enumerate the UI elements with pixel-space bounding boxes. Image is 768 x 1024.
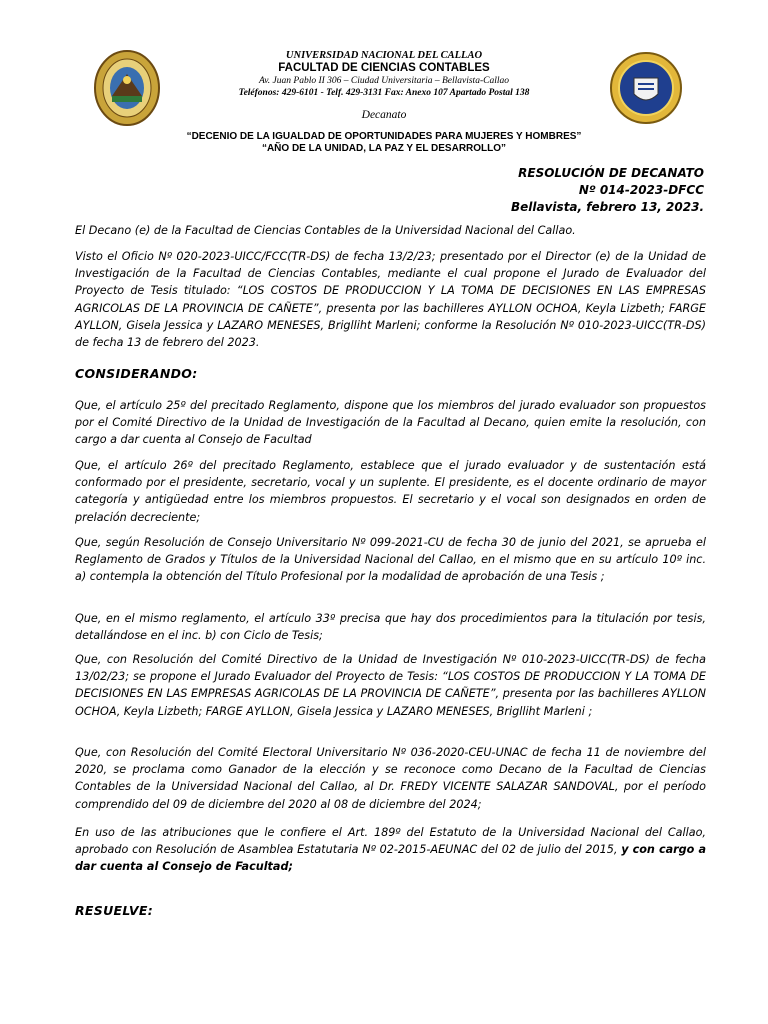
resolution-place-date: Bellavista, febrero 13, 2023. [511,200,704,214]
faculty-name: FACULTAD DE CIENCIAS CONTABLES [278,62,490,74]
resolution-block [511,165,704,216]
considerando-2: Que, el artículo 26º del precitado Reglamento, establece que el jurado evaluador y de sustentación está conformado por el presidente, secretario, vocal y un suplente. El presidente, es el docente ordinario de mayor categoría y antigüedad entre los miembros propuestos. El secretario y el vocal son designados en orden de prelación decreciente; [75,459,706,524]
office-name: Decanato [361,109,407,121]
resuelve-heading: RESUELVE: [75,903,154,918]
letterhead [0,0,768,160]
phones: Teléfonos: 429-6101 - Telf. 429-3131 Fax: Anexo 107 Apartado Postal 138 [238,88,530,98]
intro-paragraph: El Decano (e) de la Facultad de Ciencias Contables de la Universidad Nacional del Callao. [75,224,576,237]
year-motto: “AÑO DE LA UNIDAD, LA PAZ Y EL DESARROLLO” [261,143,507,154]
resolution-number: Nº 014-2023-DFCC [578,183,704,197]
attributions-bold: y con cargo a dar cuenta al Consejo de Facultad; [75,843,706,874]
considerando-6: Que, con Resolución del Comité Electoral Universitario Nº 036-2020-CEU-UNAC de fecha 11 de noviembre del 2020, se proclama como Ganador de la elección y se reconoce como Decano de la Facultad de Ciencias Contables de la Universidad Nacional del Callao, al Dr. FREDY VICENTE SALAZAR SANDOVAL, por el período comprendido del 09 de diciembre del 2020 al 08 de diciembre del 2024; [75,746,706,811]
considerando-5: Que, con Resolución del Comité Directivo de la Unidad de Investigación Nº 010-2023-UICC(TR-DS) de fecha 13/02/23; se propone el Jurado Evaluador del Proyecto de Tesis: “LOS COSTOS DE PRODUCCION Y LA TOMA DE DECISIONES EN LAS EMPRESAS AGRICOLAS DE LA PROVINCIA DE CAÑETE”, presenta por las bachilleres AYLLON OCHOA, Keyla Lizbeth; FARGE AYLLON, Gisela Jessica y LAZARO MENESES, Briglliht Marleni ; [75,653,706,718]
university-name: UNIVERSIDAD NACIONAL DEL CALLAO [285,50,483,61]
address: Av. Juan Pablo II 306 – Ciudad Universitaria – Bellavista-Callao [259,76,509,86]
resolution-title: RESOLUCIÓN DE DECANATO [518,166,704,180]
decade-motto: “DECENIO DE LA IGUALDAD DE OPORTUNIDADES PARA MUJERES Y HOMBRES” [186,131,582,142]
attributions-text: En uso de las atribuciones que le confiere el Art. 189º del Estatuto de la Universidad Nacional del Callao, aprobado con Resolución de Asamblea Estatutaria Nº 02-2015-AEUNAC del 02 de julio del 2015, [75,826,706,857]
considerando-4: Que, en el mismo reglamento, el artículo 33º precisa que hay dos procedimientos para la titulación por tesis, detallándose en el inc. b) con Ciclo de Tesis; [75,612,706,643]
considerando-3: Que, según Resolución de Consejo Universitario Nº 099-2021-CU de fecha 30 de junio del 2021, se aprueba el Reglamento de Grados y Títulos de la Universidad Nacional del Callao, en el mismo que en su artículo 10º inc. a) contempla la obtención del Título Profesional por la modalidad de aprobación de una Tesis ; [75,536,706,584]
considerando-1: Que, el artículo 25º del precitado Reglamento, dispone que los miembros del jurado evaluador son propuestos por el Comité Directivo de la Unidad de Investigación de la Facultad al Decano, quien emite la resolución, con cargo a dar cuenta al Consejo de Facultad [75,399,706,447]
considerando-7 [75,824,706,876]
considerando-heading: CONSIDERANDO: [75,366,198,381]
visto-paragraph: Visto el Oficio Nº 020-2023-UICC/FCC(TR-DS) de fecha 13/2/23; presentado por el Director (e) de la Unidad de Investigación de la Facultad de Ciencias Contables, mediante el cual propone el Jurado de Evaluador del Proyecto de Tesis titulado: “LOS COSTOS DE PRODUCCION Y LA TOMA DE DECISIONES EN LAS EMPRESAS AGRICOLAS DE LA PROVINCIA DE CAÑETE”, presenta por las bachilleres AYLLON OCHOA, Keyla Lizbeth; FARGE AYLLON, Gisela Jessica y LAZARO MENESES, Briglliht Marleni; conforme la Resolución Nº 010-2023-UICC(TR-DS) de fecha 13 de febrero del 2023. [75,250,706,350]
